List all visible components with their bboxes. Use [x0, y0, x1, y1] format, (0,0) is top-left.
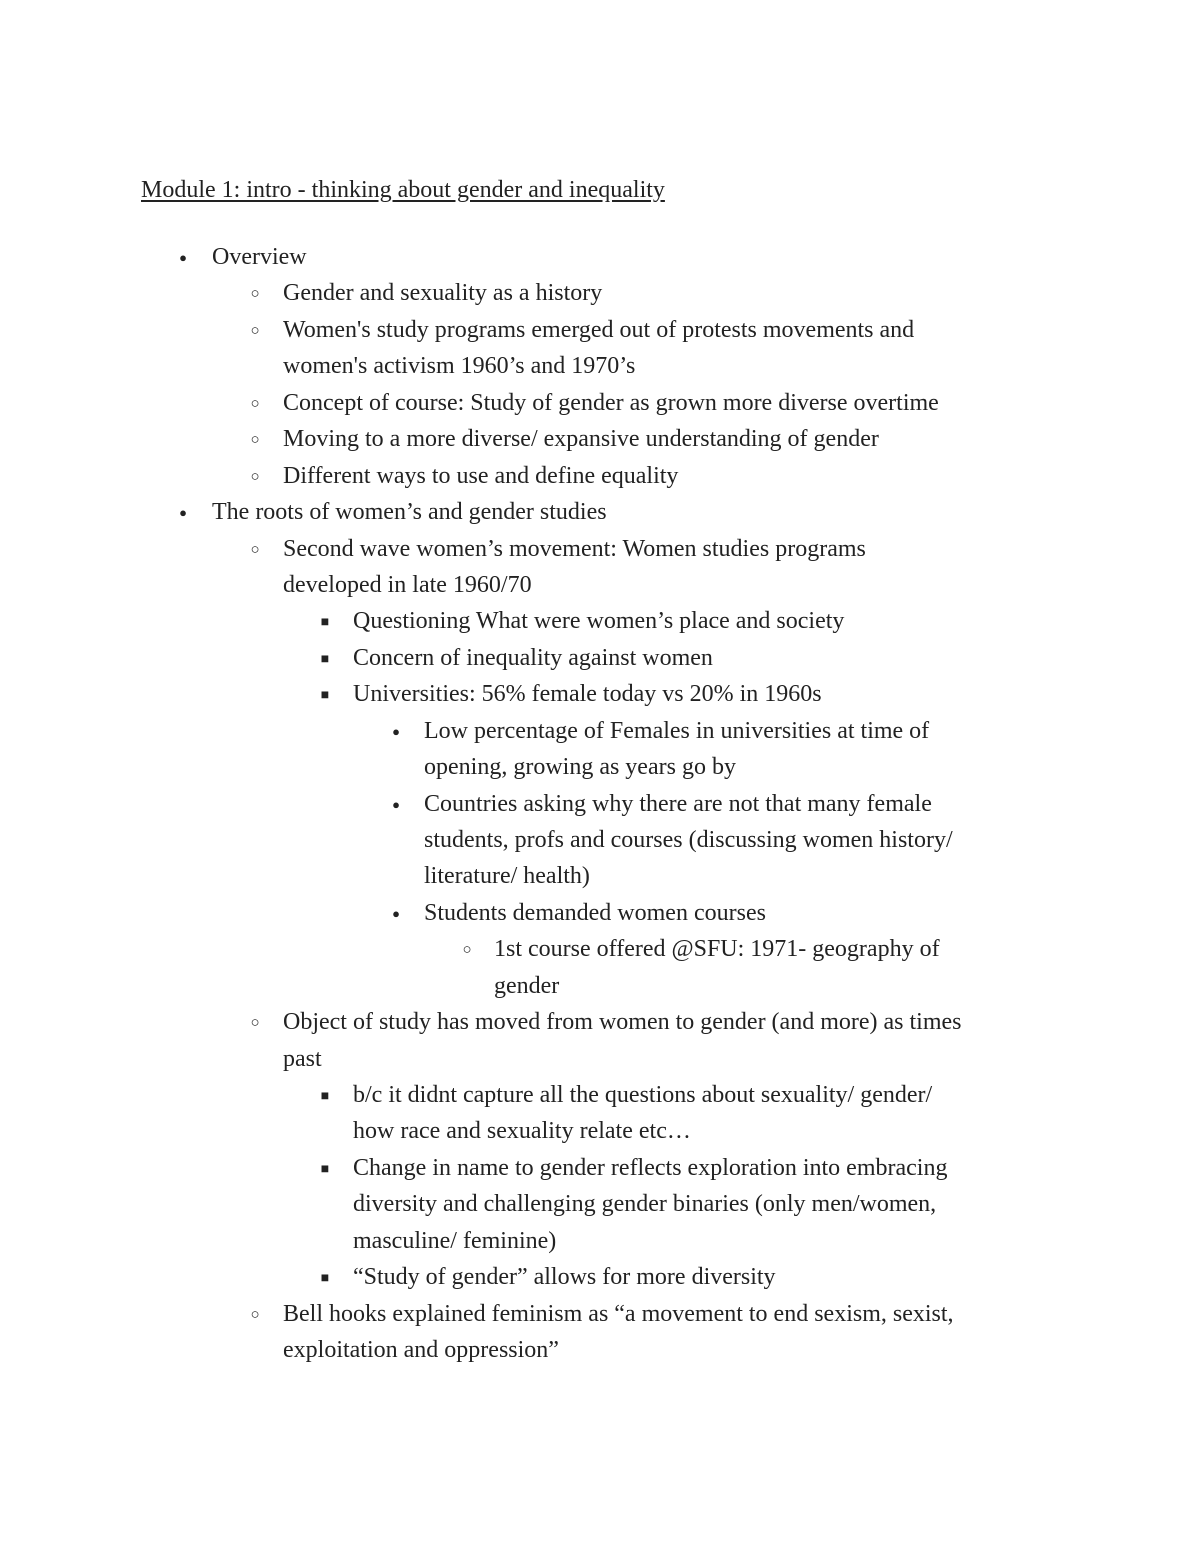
list-item-level5: 1st course offered @SFU: 1971- geography of — [494, 936, 940, 962]
bullet-square-icon — [315, 640, 335, 678]
bullet-circle-icon — [245, 275, 265, 312]
bullet-circle-icon — [245, 312, 265, 349]
list-item-level3: Change in name to gender reflects exploration into embracing — [353, 1155, 948, 1181]
list-item-level3: b/c it didnt capture all the questions about sexuality/ gender/ — [353, 1082, 933, 1108]
bullet-circle-icon — [245, 421, 265, 458]
bullet-circle-icon — [245, 1296, 265, 1333]
list-item-level2: Moving to a more diverse/ expansive understanding of gender — [283, 426, 879, 452]
list-item-level2: Concept of course: Study of gender as grown more diverse overtime — [283, 390, 939, 416]
list-item-continuation: past — [283, 1046, 322, 1072]
list-item-continuation: masculine/ feminine) — [353, 1228, 557, 1254]
list-item-level1: The roots of women’s and gender studies — [212, 499, 607, 525]
bullet-circle-icon — [245, 1004, 265, 1041]
list-item-continuation: how race and sexuality relate etc… — [353, 1118, 691, 1144]
bullet-disc-icon — [386, 895, 406, 932]
list-item-continuation: exploitation and oppression” — [283, 1337, 559, 1363]
list-item-continuation: literature/ health) — [424, 863, 590, 889]
list-item-continuation: students, profs and courses (discussing women history/ — [424, 827, 953, 853]
list-item-continuation: women's activism 1960’s and 1970’s — [283, 353, 636, 379]
bullet-circle-icon — [245, 531, 265, 568]
list-item-continuation: gender — [494, 973, 560, 999]
bullet-square-icon — [315, 1150, 335, 1188]
list-item-level2: Gender and sexuality as a history — [283, 280, 603, 306]
bullet-disc-icon — [173, 239, 193, 276]
list-item-level2: Women's study programs emerged out of protests movements and — [283, 317, 915, 343]
list-item-level3: Questioning What were women’s place and society — [353, 608, 845, 634]
bullet-square-icon — [315, 1077, 335, 1115]
list-item-continuation: opening, growing as years go by — [424, 754, 736, 780]
bullet-square-icon — [315, 1259, 335, 1297]
list-item-level4: Low percentage of Females in universities at time of — [424, 718, 930, 744]
list-item-level1: Overview — [212, 244, 307, 270]
bullet-square-icon — [315, 603, 335, 641]
list-item-level3: Universities: 56% female today vs 20% in 1960s — [353, 681, 822, 707]
list-item-level3: “Study of gender” allows for more diversity — [353, 1264, 776, 1290]
list-item-continuation: diversity and challenging gender binaries (only men/women, — [353, 1191, 937, 1217]
list-item-level2: Different ways to use and define equality — [283, 463, 679, 489]
list-item-level4: Students demanded women courses — [424, 900, 766, 926]
bullet-disc-icon — [173, 494, 193, 531]
list-item-level2: Object of study has moved from women to gender (and more) as times — [283, 1009, 962, 1035]
bullet-circle-icon — [457, 931, 477, 968]
bullet-circle-icon — [245, 458, 265, 495]
bullet-square-icon — [315, 676, 335, 714]
bullet-disc-icon — [386, 786, 406, 823]
list-item-level4: Countries asking why there are not that many female — [424, 791, 932, 817]
list-item-level3: Concern of inequality against women — [353, 645, 713, 671]
bullet-disc-icon — [386, 713, 406, 750]
list-item-level2: Second wave women’s movement: Women studies programs — [283, 536, 866, 562]
list-item-continuation: developed in late 1960/70 — [283, 572, 532, 598]
bullet-circle-icon — [245, 385, 265, 422]
list-item-level2: Bell hooks explained feminism as “a movement to end sexism, sexist, — [283, 1301, 954, 1327]
page-title: Module 1: intro - thinking about gender and inequality — [141, 177, 665, 203]
